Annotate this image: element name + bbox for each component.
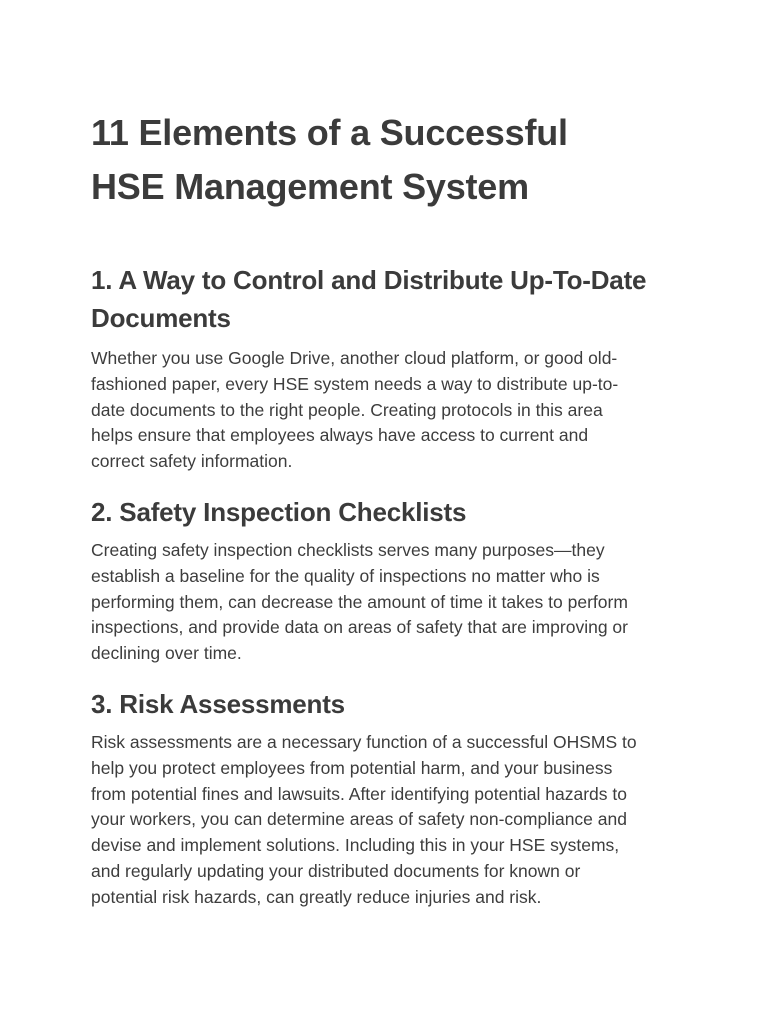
paragraph-line: your workers, you can determine areas of safety non-compliance and xyxy=(91,809,627,830)
section-paragraph xyxy=(91,730,691,911)
paragraph-line: potential risk hazards, can greatly reduce injuries and risk. xyxy=(91,886,542,907)
section-heading-line: Documents xyxy=(91,303,231,333)
document-page xyxy=(91,106,691,911)
paragraph-line: correct safety information. xyxy=(91,451,293,472)
paragraph-line: date documents to the right people. Creating protocols in this area xyxy=(91,399,603,420)
paragraph-line: fashioned paper, every HSE system needs a way to distribute up-to- xyxy=(91,373,619,394)
paragraph-line: helps ensure that employees always have access to current and xyxy=(91,425,589,446)
section-heading xyxy=(91,493,691,531)
section-documents xyxy=(91,261,691,475)
section-risk-assessments xyxy=(91,685,691,911)
paragraph-line: Creating safety inspection checklists serves many purposes—they xyxy=(91,539,605,560)
paragraph-line: Risk assessments are a necessary function of a successful OHSMS to xyxy=(91,731,637,752)
paragraph-line: performing them, can decrease the amount of time it takes to perform xyxy=(91,591,628,612)
paragraph-line: Whether you use Google Drive, another cloud platform, or good old- xyxy=(91,348,618,368)
document-title xyxy=(91,106,691,214)
paragraph-line: help you protect employees from potential harm, and your business xyxy=(91,757,613,778)
section-heading-line: 3. Risk Assessments xyxy=(91,688,345,719)
paragraph-line: from potential fines and lawsuits. After identifying potential hazards to xyxy=(91,783,627,804)
section-heading-line: 2. Safety Inspection Checklists xyxy=(91,496,467,527)
document-title-line: HSE Management System xyxy=(91,166,529,207)
section-heading xyxy=(91,261,691,337)
section-heading xyxy=(91,685,691,723)
paragraph-line: inspections, and provide data on areas of safety that are improving or xyxy=(91,617,628,638)
section-inspection-checklists xyxy=(91,493,691,667)
paragraph-line: and regularly updating your distributed documents for known or xyxy=(91,860,581,881)
section-paragraph xyxy=(91,346,691,475)
paragraph-line: declining over time. xyxy=(91,643,242,664)
document-title-line: 11 Elements of a Successful xyxy=(91,112,568,153)
paragraph-line: establish a baseline for the quality of inspections no matter who is xyxy=(91,565,600,586)
section-paragraph xyxy=(91,538,691,667)
section-heading-line: 1. A Way to Control and Distribute Up-To-Date xyxy=(91,265,647,295)
paragraph-line: devise and implement solutions. Including this in your HSE systems, xyxy=(91,835,620,856)
